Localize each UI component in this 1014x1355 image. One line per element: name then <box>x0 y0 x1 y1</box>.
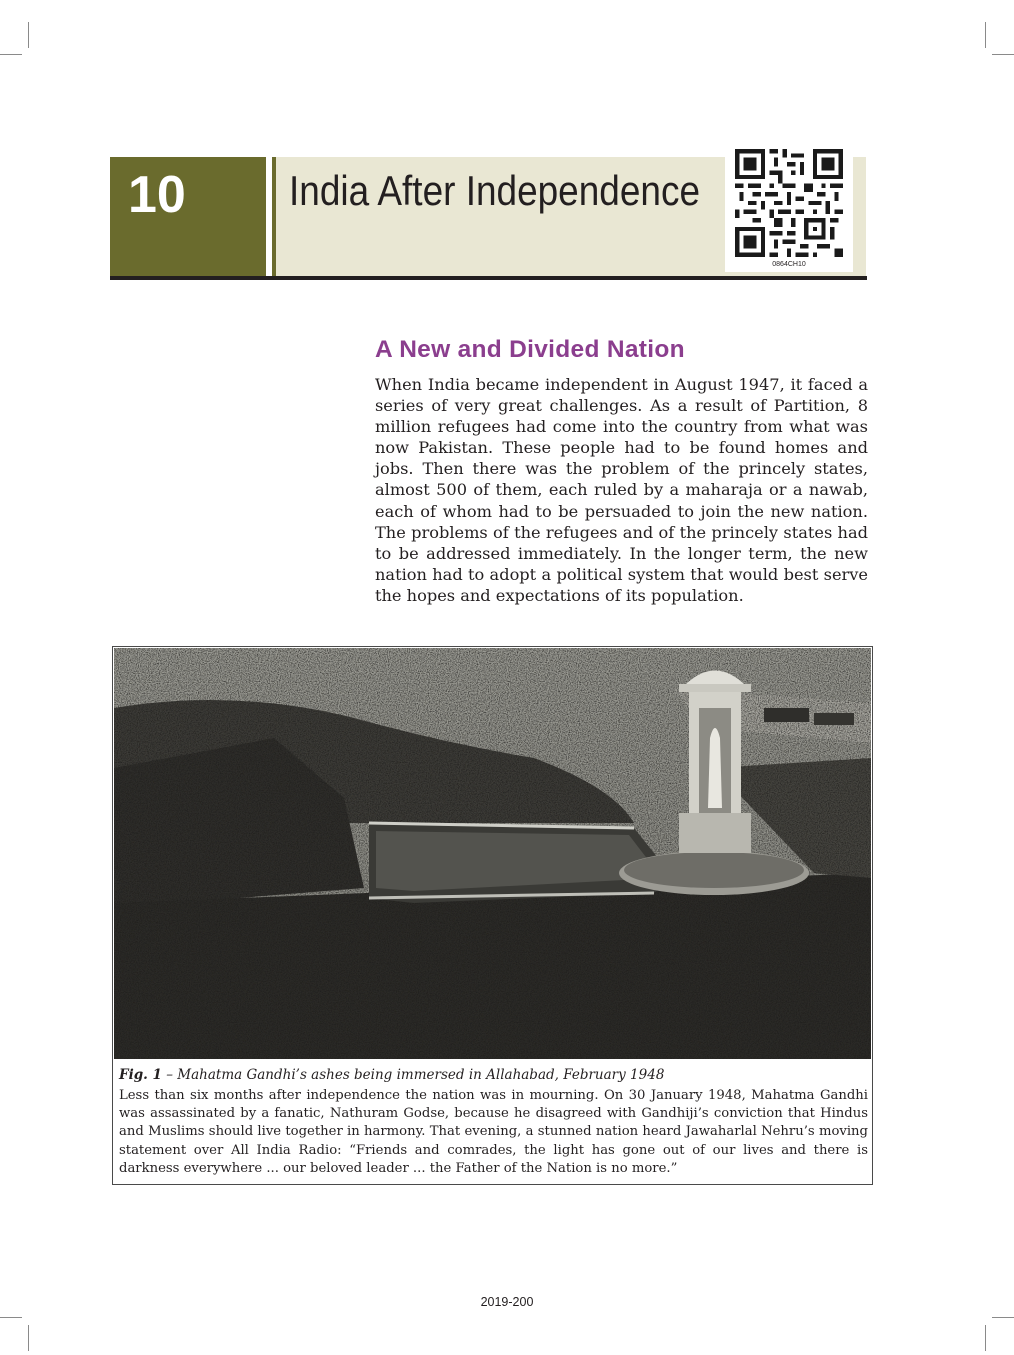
chapter-number: 10 <box>128 166 186 224</box>
chapter-title: India After Independence <box>289 167 701 214</box>
qr-code-icon <box>735 149 843 257</box>
figure-caption <box>119 1067 867 1083</box>
crop-mark <box>0 54 22 55</box>
crop-mark <box>28 22 29 48</box>
crop-mark <box>992 1317 1014 1318</box>
figure <box>112 646 873 1185</box>
figure-caption-text: – Mahatma Gandhi’s ashes being immersed in Allahabad, February 1948 <box>161 1067 665 1083</box>
crop-mark <box>985 1325 986 1351</box>
header-underline <box>110 276 867 280</box>
figure-label: Fig. 1 <box>119 1067 162 1083</box>
qr-code-box <box>725 147 853 272</box>
qr-code-label: 0864CH10 <box>772 261 806 268</box>
body-paragraph: When India became independent in August 1947, it faced a series of very great challenges. As a result of Partition, 8 million refugees had come into the country from what was now Pakistan. These people had to be found homes and jobs. Then there was the problem of the princely states, almost 500 of them, each ruled by a maharaja or a nawab, each of whom had to be persuaded to join the new nation. The problems of the refugees and of the princely states had to be addressed immediately. In the longer term, the new nation had to adopt a political system that would best serve the hopes and expectations of its population. <box>375 375 868 605</box>
figure-description: Less than six months after independence the nation was in mourning. On 30 January 1948, Mahatma Gandhi was assassinated by a fanatic, Nathuram Godse, because he disagreed with Gandhiji’s conviction that Hindus and Muslims should live together in harmony. That evening, a stunned nation heard Jawaharlal Nehru’s moving statement over All India Radio: “Friends and comrades, the light has gone out of our lives and there is darkness everywhere ... our beloved leader ... the Father of the Nation is no more.” <box>119 1088 868 1176</box>
crop-mark <box>985 22 986 48</box>
crowd-photo-image <box>114 648 871 1059</box>
crop-mark <box>28 1325 29 1351</box>
chapter-number-box <box>110 157 266 278</box>
page-footer-code: 2019-200 <box>480 1295 534 1309</box>
crop-mark <box>992 54 1014 55</box>
crowd-photo <box>114 648 871 1059</box>
crop-mark <box>0 1317 22 1318</box>
section-heading: A New and Divided Nation <box>375 336 685 363</box>
